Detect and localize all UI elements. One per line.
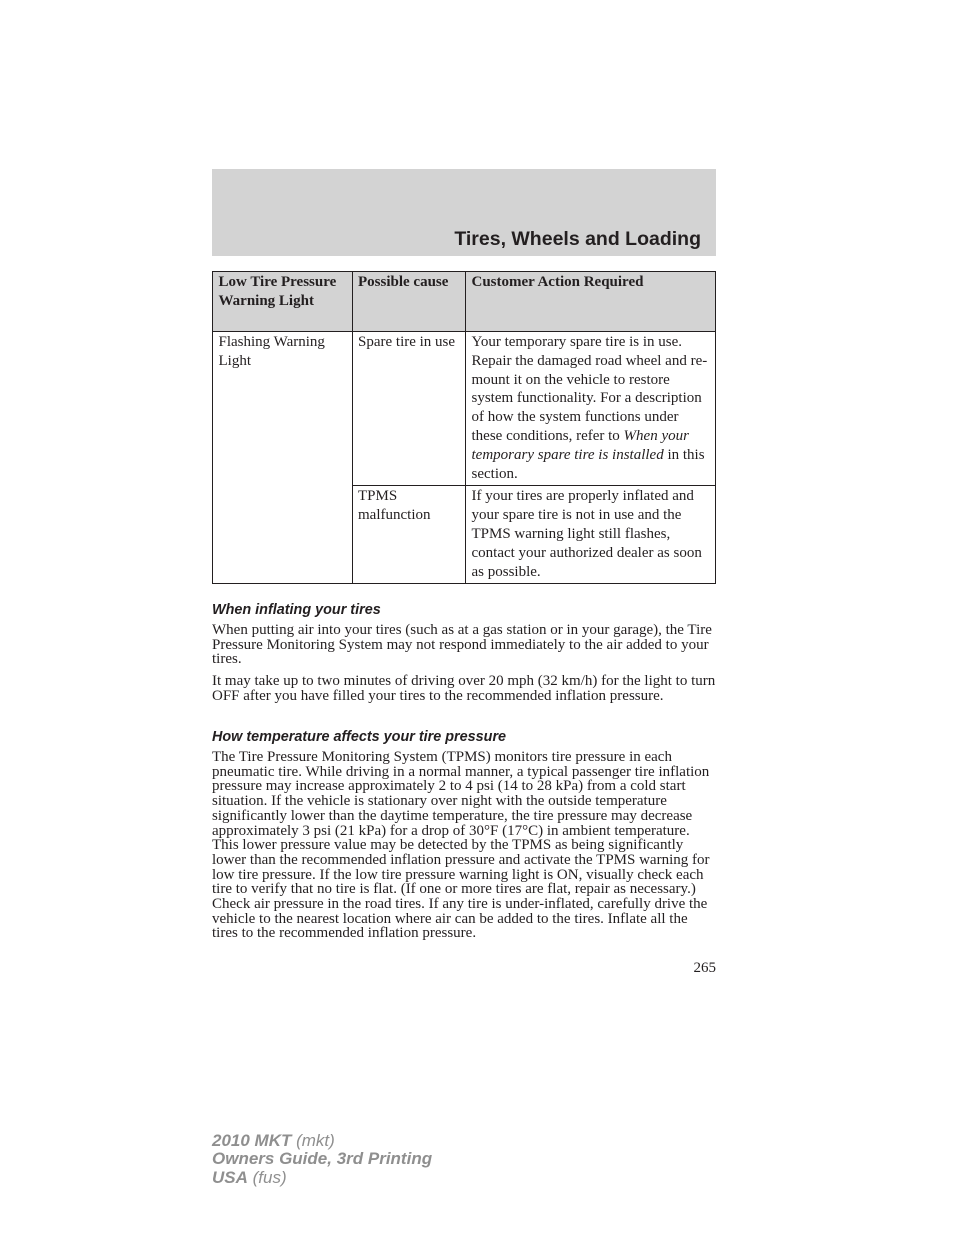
footer-line — [212, 1132, 432, 1150]
section-heading: How temperature affects your tire pressure — [212, 729, 507, 745]
column-header-possible-cause: Possible cause — [352, 272, 466, 332]
footer-region: USA — [212, 1167, 248, 1187]
action-text: Your temporary spare tire is in use. Repair the damaged road wheel and re-mount it on the vehicle to restore system functionality. For a description of how the system functions under these conditions, refer to — [471, 334, 708, 444]
section-inflating — [212, 601, 716, 704]
section-heading: When inflating your tires — [212, 602, 381, 618]
section-temperature — [212, 728, 716, 941]
cause-cell: Spare tire in use — [352, 332, 466, 486]
paragraph: The Tire Pressure Monitoring System (TPMS) monitors tire pressure in each pneumatic tire. While driving in a normal manner, a typical passenger tire inflation pressure may increase approximately 2 to 4 psi (14 to 28 kPa) from a cold start situation. If the vehicle is stationary over night with the outside temperature significantly lower than the daytime temperature, the tire pressure may decrease approximately 3 psi (21 kPa) for a drop of 30°F (17°C) in ambient temperature. This lower pressure value may be detected by the TPMS as being significantly lower than the recommended inflation pressure and activate the TPMS warning for low tire pressure. If the low tire pressure warning light is ON, visually check each tire to verify that no tire is flat. (If one or more tires are flat, repair as necessary.) Check air pressure in the road tires. If any tire is under-inflated, carefully drive the vehicle to the nearest location where air can be added to the tires. Inflate all the tires to the recommended inflation pressure. — [212, 749, 710, 942]
column-header-warning-light: Low Tire Pressure Warning Light — [213, 272, 353, 332]
action-text-end: in this section. — [471, 446, 705, 482]
footer-line — [212, 1150, 432, 1168]
chapter-title: Tires, Wheels and Loading — [454, 228, 701, 250]
column-header-customer-action: Customer Action Required — [466, 272, 716, 332]
tpms-warning-table — [212, 271, 716, 584]
action-cell: If your tires are properly inflated and your spare tire is not in use and the TPMS warning light still flashes, contact your authorized dealer as soon as possible. — [466, 486, 716, 584]
footer-model-code: (mkt) — [291, 1131, 335, 1150]
footer-edition: Owners Guide, 3rd Printing — [212, 1149, 433, 1169]
warning-light-cell: Flashing Warning Light — [213, 332, 353, 584]
cause-cell: TPMS malfunction — [352, 486, 466, 584]
chapter-header — [212, 169, 716, 256]
action-cell — [466, 332, 716, 486]
footer-region-code: (fus) — [247, 1167, 287, 1187]
table-row — [213, 332, 716, 486]
paragraph: When putting air into your tires (such as at a gas station or in your garage), the Tire Pressure Monitoring System may not respond immediately to the air added to your tires. — [212, 622, 712, 668]
table-header-row — [213, 272, 716, 332]
footer-model: 2010 MKT — [212, 1131, 292, 1150]
page-number: 265 — [693, 960, 716, 976]
cross-reference: When your temporary spare tire is installed — [471, 427, 689, 463]
document-footer — [212, 1132, 432, 1187]
footer-line — [212, 1169, 432, 1187]
paragraph: It may take up to two minutes of driving over 20 mph (32 km/h) for the light to turn OFF after you have filled your tires to the recommended inflation pressure. — [212, 673, 716, 704]
